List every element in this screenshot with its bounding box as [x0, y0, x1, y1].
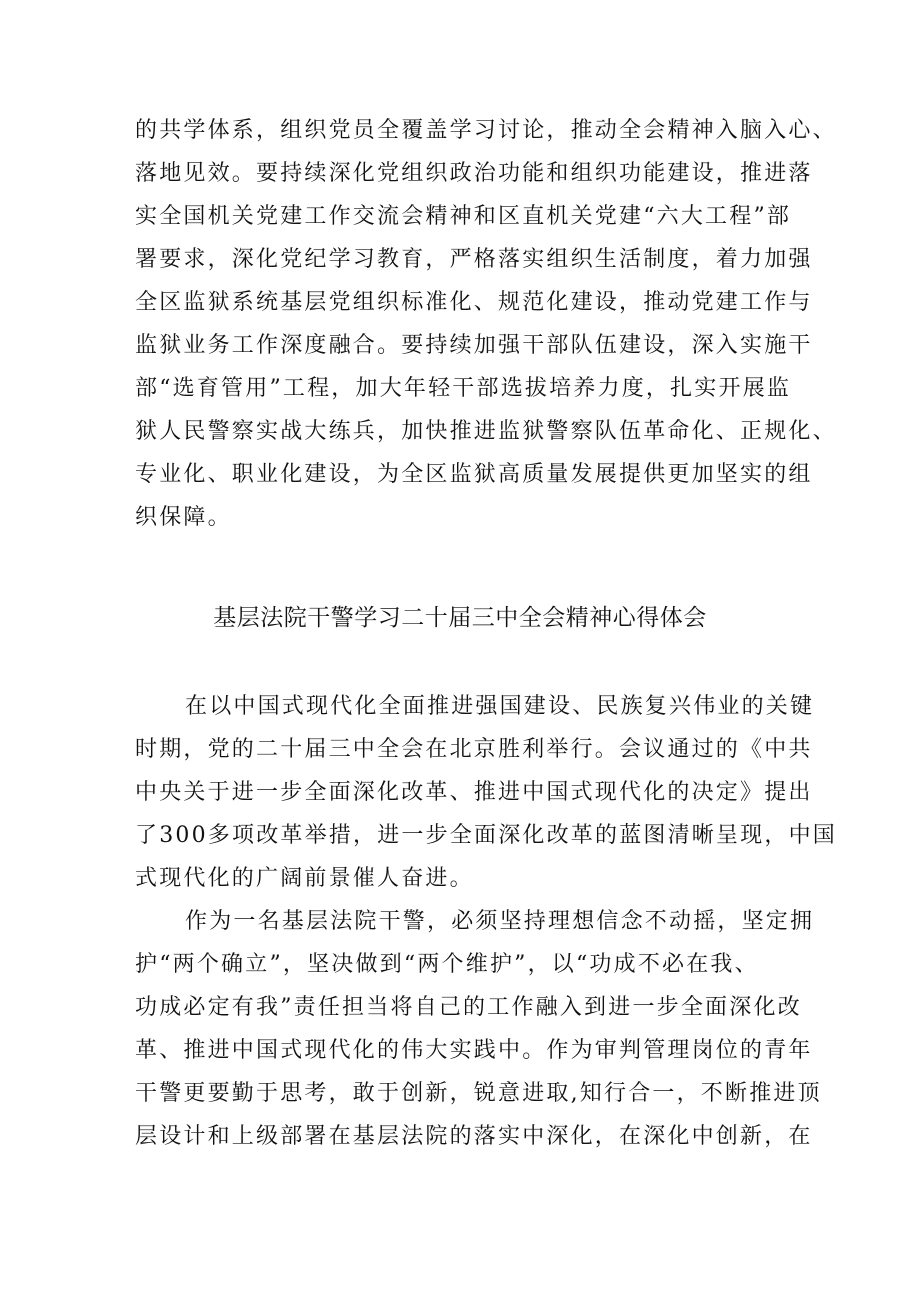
text-line: 干警更要勤于思考，敢于创新，锐意进取,知行合一，不断推进顶	[135, 1081, 822, 1106]
text-line: 护“两个确立”，坚决做到“两个维护”，以“功成不必在我、	[135, 952, 759, 977]
text-line: 中央关于进一步全面深化改革、推进中国式现代化的决定》提出	[135, 780, 813, 805]
text-line: 落地见效。要持续深化党组织政治功能和组织功能建设，推进落	[135, 161, 813, 186]
text-line: 革、推进中国式现代化的伟大实践中。作为审判管理岗位的青年	[135, 1038, 813, 1063]
text-line: 式现代化的广阔前景催人奋进。	[135, 866, 474, 891]
text-line: 织保障。	[135, 505, 232, 530]
text-line: 层设计和上级部署在基层法院的落实中深化，在深化中创新，在	[135, 1124, 813, 1149]
text-line: 部“选育管用”工程，加大年轻干部选拔培养力度，扎实开展监	[135, 376, 792, 401]
text-line: 监狱业务工作深度融合。要持续加强干部队伍建设，深入实施干	[135, 333, 813, 358]
text-line: 作为一名基层法院干警，必须坚持理想信念不动摇，坚定拥	[185, 909, 815, 934]
text-line: 专业化、职业化建设，为全区监狱高质量发展提供更加坚实的组	[135, 462, 813, 487]
text-line: 实全国机关党建工作交流会精神和区直机关党建“六大工程”部	[135, 204, 792, 229]
text-line: 狱人民警察实战大练兵，加快推进监狱警察队伍革命化、正规化、	[135, 419, 837, 444]
text-line: 署要求，深化党纪学习教育，严格落实组织生活制度，着力加强	[135, 247, 813, 272]
text-line: 全区监狱系统基层党组织标准化、规范化建设，推动党建工作与	[135, 290, 813, 315]
text-line: 了300多项改革举措，进一步全面深化改革的蓝图清晰呈现，中国	[135, 823, 837, 848]
text-line: 在以中国式现代化全面推进强国建设、民族复兴伟业的关键	[185, 694, 815, 719]
article-title: 基层法院干警学习二十届三中全会精神心得体会	[213, 605, 707, 631]
text-line: 的共学体系，组织党员全覆盖学习讨论，推动全会精神入脑入心、	[135, 118, 837, 143]
text-line: 时期，党的二十届三中全会在北京胜利举行。会议通过的《中共	[135, 737, 813, 762]
text-line: 功成必定有我”责任担当将自己的工作融入到进一步全面深化改	[135, 995, 802, 1020]
